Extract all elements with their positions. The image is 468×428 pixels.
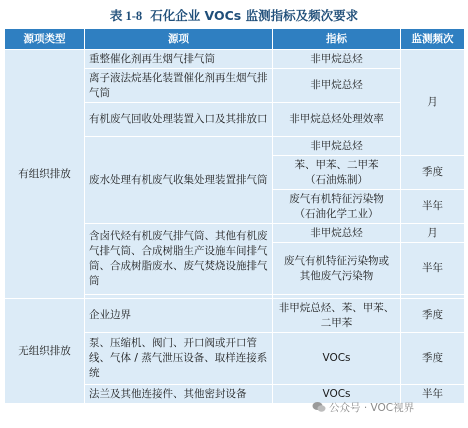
source-cell: 企业边界 [85,299,273,333]
indicator-line: （石油炼制） [305,173,368,186]
frequency-cell: 季度 [401,156,465,190]
table-row [5,299,465,333]
header-frequency: 监测频次 [401,29,465,50]
indicator-line: 废气有机特征污染物或 [284,254,389,267]
indicator-cell: 非甲烷总烃处理效率 [273,103,401,137]
indicator-cell: VOCs [273,385,401,404]
group-organized: 有组织排放 [5,50,85,299]
source-cell: 泵、压缩机、阀门、开口阀或开口管线、气体 / 蒸气泄压设备、取样连接系统 [85,333,273,385]
indicator-cell [273,243,401,295]
indicator-cell: 非甲烷总烃 [273,50,401,69]
indicator-line: 非甲烷总烃、苯、甲苯、 [278,301,395,314]
frequency-cell: 月 [401,224,465,243]
source-cell: 重整催化剂再生烟气排气筒 [85,50,273,69]
indicator-line: 二甲苯 [320,316,353,329]
frequency-cell: 季度 [401,333,465,385]
indicator-line: （石油化学工业） [294,207,379,220]
header-row [5,29,465,50]
indicator-cell: 非甲烷总烃 [273,224,401,243]
header-source: 源项 [85,29,273,50]
source-cell: 废水处理有机废气收集处理装置排气筒 [85,137,273,224]
indicator-cell: 非甲烷总烃 [273,69,401,103]
source-cell: 法兰及其他连接件、其他密封设备 [85,385,273,404]
indicator-cell: 非甲烷总烃 [273,137,401,156]
watermark [312,400,414,415]
indicator-cell: VOCs [273,333,401,385]
indicator-cell [273,156,401,190]
wechat-icon [312,401,326,413]
frequency-cell: 半年 [401,190,465,224]
indicator-line: 废气有机特征污染物 [289,192,384,205]
indicator-line: 苯、甲苯、二甲苯 [294,158,379,171]
monitoring-table [4,28,465,404]
header-indicator: 指标 [273,29,401,50]
table-row [5,50,465,69]
table-number: 表 1-8 [109,9,143,23]
source-cell: 离子液法烷基化装置催化剂再生烟气排气筒 [85,69,273,103]
source-cell: 有机废气回收处理装置入口及其排放口 [85,103,273,137]
frequency-cell: 季度 [401,299,465,333]
indicator-line: 其他废气污染物 [299,269,374,282]
table-title [0,6,468,24]
indicator-cell [273,190,401,224]
frequency-cell: 半年 [401,243,465,295]
group-unorganized: 无组织排放 [5,299,85,404]
indicator-cell [273,299,401,333]
header-type: 源项类型 [5,29,85,50]
source-cell: 含卤代烃有机废气排气筒、其他有机废气排气筒、合成树脂生产设施车间排气筒、合成树脂废水、废气焚烧设施排气筒 [85,224,273,295]
watermark-text: 公众号 · VOC视界 [329,402,415,414]
frequency-cell: 月 [401,50,465,156]
frequency-cell: 半年 [401,385,465,404]
table-title-text: 石化企业 VOCs 监测指标及频次要求 [150,8,359,23]
